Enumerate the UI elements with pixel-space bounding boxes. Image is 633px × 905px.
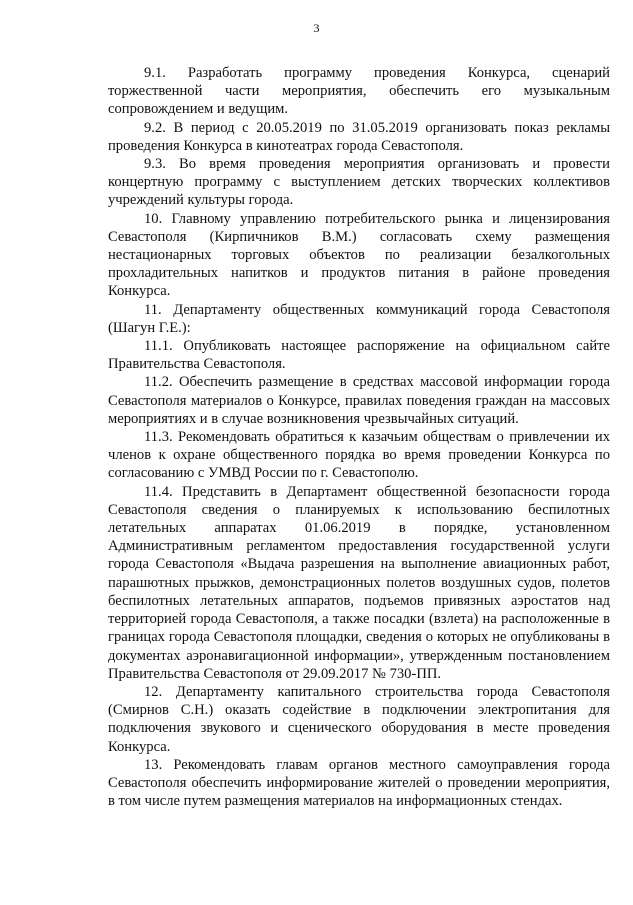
paragraph-11-2: 11.2. Обеспечить размещение в средствах массовой информации города Севастополя материалов о Конкурсе, правилах поведения граждан на массовых мероприятиях и в случае возникновения чрезвычайных ситуаций.: [108, 374, 610, 427]
paragraph-11: 11. Департаменту общественных коммуникаций города Севастополя (Шагун Г.Е.):: [108, 301, 610, 336]
paragraph-12: 12. Департаменту капитального строительства города Севастополя (Смирнов С.Н.) оказать содействие в подключении электропитания для подключения звукового и сценического оборудования в месте проведения Конкурса.: [108, 683, 610, 755]
paragraph-11-3: 11.3. Рекомендовать обратиться к казачьим обществам о привлечении их членов к охране общественного порядка во время проведении Конкурса по согласованию с УМВД России по г. Севастополю.: [108, 429, 610, 482]
paragraph-11-1: 11.1. Опубликовать настоящее распоряжение на официальном сайте Правительства Севастополя.: [108, 338, 610, 373]
paragraph-11-4: 11.4. Представить в Департамент общественной безопасности города Севастополя сведения о планируемых к использованию беспилотных летательных аппаратах 01.06.2019 в порядке, установленном Административным регламентом предоставления государственной услуги города Севастополя «Выдача разрешения на выполнение авиационных работ, парашютных прыжков, демонстрационных полетов воздушных судов, полетов беспилотных летательных аппаратов, подъемов привязных аэростатов над территорией города Севастополя, а также посадки (взлета) на расположенные в границах города Севастополя площадки, сведения о которых не опубликованы в документах аэронавигационной информации», утвержденным постановлением Правительства Севастополя от 29.09.2017 № 730-ПП.: [108, 483, 610, 682]
paragraph-13: 13. Рекомендовать главам органов местного самоуправления города Севастополя обеспечить информирование жителей о проведении мероприятия, в том числе путем размещения материалов на информационных стендах.: [108, 756, 610, 810]
document-body: [108, 64, 610, 810]
paragraph-9-2: 9.2. В период с 20.05.2019 по 31.05.2019 организовать показ рекламы проведения Конкурса в кинотеатрах города Севастополя.: [108, 119, 610, 154]
paragraph-10: 10. Главному управлению потребительского рынка и лицензирования Севастополя (Кирпичников В.М.) согласовать схему размещения нестационарных торговых объектов по реализации безалкогольных прохладительных напитков и продуктов питания в районе проведения Конкурса.: [108, 210, 610, 300]
paragraph-9-1: 9.1. Разработать программу проведения Конкурса, сценарий торжественной части мероприятия, обеспечить его музыкальным сопровождением и ведущим.: [108, 65, 610, 118]
page-number: 3: [313, 21, 320, 35]
paragraph-9-3: 9.3. Во время проведения мероприятия организовать и провести концертную программу с выступлением детских творческих коллективов учреждений культуры города.: [108, 156, 610, 209]
